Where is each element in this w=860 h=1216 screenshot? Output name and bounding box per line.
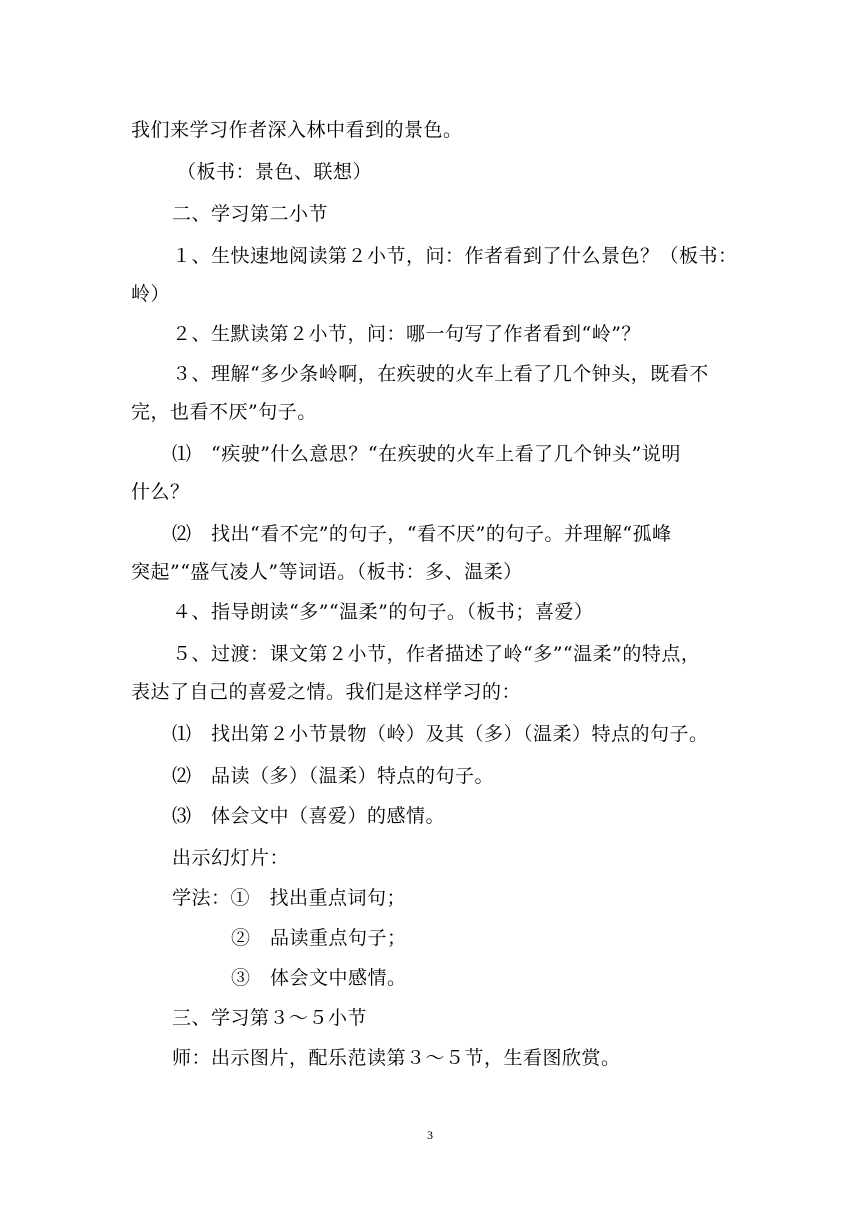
paragraph-line: 我们来学习作者深入林中看到的景色。 xyxy=(131,119,463,141)
paragraph-line: 岭） xyxy=(131,283,171,305)
paragraph-line: 师：出示图片，配乐范读第３～５节，生看图欣赏。 xyxy=(172,1047,621,1069)
paragraph-line: 突起”“盛气凌人”等词语。（板书：多、温柔） xyxy=(131,561,523,583)
paragraph-line: 完，也看不厌”句子。 xyxy=(131,401,317,423)
paragraph-line: 什么？ xyxy=(131,481,190,503)
paragraph-line: ４、指导朗读“多”“温柔”的句子。（板书；喜爱） xyxy=(172,601,594,623)
paragraph-line: ３、理解“多少条岭啊，在疾驶的火车上看了几个钟头，既看不 xyxy=(172,363,709,385)
paragraph-line: ⑵ 找出“看不完”的句子，“看不厌”的句子。并理解“孤峰 xyxy=(172,523,672,545)
section-heading: 二、学习第二小节 xyxy=(172,203,329,225)
paragraph-line: 表达了自己的喜爱之情。我们是这样学习的： xyxy=(131,681,522,703)
paragraph-line: ② 品读重点句子； xyxy=(231,927,407,949)
paragraph-line: （板书：景色、联想） xyxy=(177,161,373,183)
paragraph-line: 出示幻灯片： xyxy=(172,847,290,869)
paragraph-line: ２、生默读第２小节，问：哪一句写了作者看到“岭”？ xyxy=(172,323,641,345)
paragraph-line: ⑴ 找出第２小节景物（岭）及其（多）（温柔）特点的句子。 xyxy=(172,723,709,745)
page-number: 3 xyxy=(427,1128,433,1142)
paragraph-line: ③ 体会文中感情。 xyxy=(231,967,407,989)
paragraph-line: ⑶ 体会文中（喜爱）的感情。 xyxy=(172,805,446,827)
paragraph-line: ⑴ “疾驶”什么意思？“在疾驶的火车上看了几个钟头”说明 xyxy=(172,443,681,465)
paragraph-line: ⑵ 品读（多）（温柔）特点的句子。 xyxy=(172,765,495,787)
section-heading: 三、学习第３～５小节 xyxy=(172,1007,368,1029)
paragraph-line: 学法：① 找出重点词句； xyxy=(172,887,407,909)
paragraph-line: ５、过渡：课文第２小节，作者描述了岭“多”“温柔”的特点， xyxy=(172,643,701,665)
paragraph-line: １、生快速地阅读第２小节，问：作者看到了什么景色？（板书： xyxy=(172,245,738,267)
